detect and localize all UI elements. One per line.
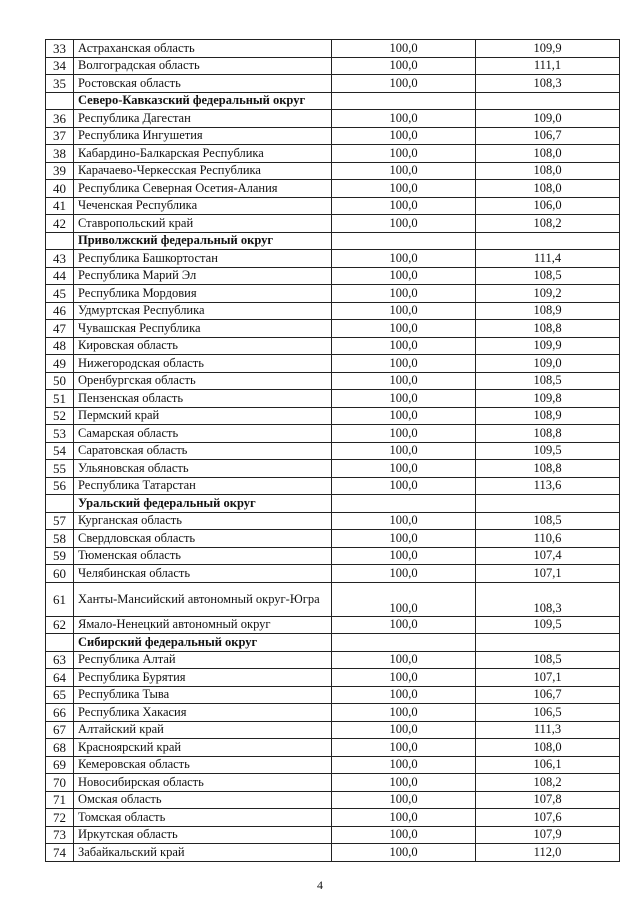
index-value: 109,0: [476, 355, 620, 373]
base-value: 100,0: [332, 565, 476, 583]
base-value: 100,0: [332, 267, 476, 285]
table-row: [46, 57, 620, 75]
region-name: Ханты-Мансийский автономный округ-Югра: [74, 582, 332, 616]
row-number: 38: [46, 145, 74, 163]
row-number: 56: [46, 477, 74, 495]
index-value: 106,7: [476, 686, 620, 704]
region-name: Чувашская Республика: [74, 320, 332, 338]
region-name: Кировская область: [74, 337, 332, 355]
base-value: 100,0: [332, 372, 476, 390]
index-value: 108,5: [476, 651, 620, 669]
base-value: 100,0: [332, 215, 476, 233]
table-row: [46, 442, 620, 460]
table-row: [46, 162, 620, 180]
table-row: [46, 565, 620, 583]
region-name: Оренбургская область: [74, 372, 332, 390]
region-name: Алтайский край: [74, 721, 332, 739]
section-title: Уральский федеральный округ: [74, 495, 332, 513]
index-value: 107,6: [476, 809, 620, 827]
table-row: [46, 250, 620, 268]
row-number: 53: [46, 425, 74, 443]
index-value: 108,0: [476, 739, 620, 757]
table-row: [46, 512, 620, 530]
region-name: Ульяновская область: [74, 460, 332, 478]
row-number: 48: [46, 337, 74, 355]
section-header-row: [46, 495, 620, 513]
page-number: 4: [317, 878, 323, 892]
index-value: 110,6: [476, 530, 620, 548]
row-number: 57: [46, 512, 74, 530]
table-row: [46, 110, 620, 128]
base-value: 100,0: [332, 407, 476, 425]
base-value: 100,0: [332, 302, 476, 320]
region-name: Нижегородская область: [74, 355, 332, 373]
region-name: Республика Марий Эл: [74, 267, 332, 285]
table-row: [46, 844, 620, 862]
row-number: 72: [46, 809, 74, 827]
base-value: 100,0: [332, 110, 476, 128]
base-value: 100,0: [332, 390, 476, 408]
index-value: 109,0: [476, 110, 620, 128]
index-value: 108,0: [476, 162, 620, 180]
region-name: Томская область: [74, 809, 332, 827]
table-row: [46, 180, 620, 198]
row-number: 65: [46, 686, 74, 704]
region-name: Астраханская область: [74, 40, 332, 58]
region-name: Омская область: [74, 791, 332, 809]
region-name: Волгоградская область: [74, 57, 332, 75]
index-value: 109,2: [476, 285, 620, 303]
index-value: 108,2: [476, 215, 620, 233]
base-value: 100,0: [332, 460, 476, 478]
row-number: 50: [46, 372, 74, 390]
table-row: [46, 739, 620, 757]
row-number: 44: [46, 267, 74, 285]
table-row: [46, 704, 620, 722]
region-name: Красноярский край: [74, 739, 332, 757]
region-name: Свердловская область: [74, 530, 332, 548]
base-value: 100,0: [332, 40, 476, 58]
row-number: 41: [46, 197, 74, 215]
region-name: Тюменская область: [74, 547, 332, 565]
base-value: 100,0: [332, 250, 476, 268]
base-value: 100,0: [332, 337, 476, 355]
row-number: 67: [46, 721, 74, 739]
row-number: 68: [46, 739, 74, 757]
row-number: 73: [46, 826, 74, 844]
region-name: Кабардино-Балкарская Республика: [74, 145, 332, 163]
row-number: 64: [46, 669, 74, 687]
index-value: 111,1: [476, 57, 620, 75]
region-name: Забайкальский край: [74, 844, 332, 862]
row-number: 36: [46, 110, 74, 128]
base-value: 100,0: [332, 844, 476, 862]
region-name: Республика Башкортостан: [74, 250, 332, 268]
table-row: [46, 407, 620, 425]
row-number: 45: [46, 285, 74, 303]
index-value: 108,9: [476, 407, 620, 425]
base-value: 100,0: [332, 651, 476, 669]
row-number: 59: [46, 547, 74, 565]
base-value: 100,0: [332, 477, 476, 495]
index-value: 107,1: [476, 565, 620, 583]
row-number: 66: [46, 704, 74, 722]
region-name: Челябинская область: [74, 565, 332, 583]
base-value: 100,0: [332, 669, 476, 687]
region-name: Ставропольский край: [74, 215, 332, 233]
base-value: 100,0: [332, 355, 476, 373]
table-row: [46, 267, 620, 285]
region-name: Ямало-Ненецкий автономный округ: [74, 616, 332, 634]
index-value: 107,8: [476, 791, 620, 809]
table-row: [46, 75, 620, 93]
index-value: 108,3: [476, 582, 620, 616]
index-value: 107,4: [476, 547, 620, 565]
row-number: 34: [46, 57, 74, 75]
row-number: 58: [46, 530, 74, 548]
region-name: Чеченская Республика: [74, 197, 332, 215]
index-value: 108,9: [476, 302, 620, 320]
index-value: 108,8: [476, 320, 620, 338]
regions-table: [45, 39, 620, 862]
row-number: 60: [46, 565, 74, 583]
table-row: [46, 320, 620, 338]
index-value: 111,3: [476, 721, 620, 739]
row-number: 35: [46, 75, 74, 93]
region-name: Карачаево-Черкесская Республика: [74, 162, 332, 180]
table-row: [46, 669, 620, 687]
table-row: [46, 355, 620, 373]
base-value: 100,0: [332, 616, 476, 634]
base-value: 100,0: [332, 425, 476, 443]
region-name: Республика Татарстан: [74, 477, 332, 495]
index-value: 108,5: [476, 512, 620, 530]
table-row: [46, 425, 620, 443]
row-number: 61: [46, 582, 74, 616]
table-row: [46, 616, 620, 634]
section-empty-cell: [476, 92, 620, 110]
table-row: [46, 390, 620, 408]
index-value: 108,0: [476, 180, 620, 198]
base-value: 100,0: [332, 530, 476, 548]
base-value: 100,0: [332, 774, 476, 792]
row-number: 69: [46, 756, 74, 774]
section-empty-cell: [476, 634, 620, 652]
base-value: 100,0: [332, 582, 476, 616]
base-value: 100,0: [332, 791, 476, 809]
section-header-row: [46, 634, 620, 652]
table-row: [46, 302, 620, 320]
row-number: 37: [46, 127, 74, 145]
index-value: 108,5: [476, 372, 620, 390]
table-row: [46, 774, 620, 792]
table-row: [46, 372, 620, 390]
region-name: Пермский край: [74, 407, 332, 425]
section-header-row: [46, 92, 620, 110]
base-value: 100,0: [332, 739, 476, 757]
index-value: 112,0: [476, 844, 620, 862]
table-row: [46, 721, 620, 739]
index-value: 111,4: [476, 250, 620, 268]
table-row: [46, 547, 620, 565]
base-value: 100,0: [332, 686, 476, 704]
table-row: [46, 145, 620, 163]
regions-table-body: [46, 40, 620, 862]
base-value: 100,0: [332, 756, 476, 774]
row-number: 74: [46, 844, 74, 862]
index-value: 108,2: [476, 774, 620, 792]
section-empty-cell: [332, 232, 476, 250]
section-title: Северо-Кавказский федеральный округ: [74, 92, 332, 110]
table-row: [46, 477, 620, 495]
row-number: 51: [46, 390, 74, 408]
region-name: Республика Северная Осетия-Алания: [74, 180, 332, 198]
table-row: [46, 127, 620, 145]
base-value: 100,0: [332, 547, 476, 565]
section-empty-cell: [476, 495, 620, 513]
table-row: [46, 197, 620, 215]
region-name: Республика Дагестан: [74, 110, 332, 128]
row-number: 39: [46, 162, 74, 180]
base-value: 100,0: [332, 512, 476, 530]
table-row: [46, 215, 620, 233]
section-empty-cell: [332, 92, 476, 110]
section-empty-cell: [476, 232, 620, 250]
region-name: Саратовская область: [74, 442, 332, 460]
base-value: 100,0: [332, 145, 476, 163]
section-empty-cell: [332, 495, 476, 513]
region-name: Иркутская область: [74, 826, 332, 844]
index-value: 109,5: [476, 442, 620, 460]
region-name: Кемеровская область: [74, 756, 332, 774]
row-number: 52: [46, 407, 74, 425]
base-value: 100,0: [332, 704, 476, 722]
table-row: [46, 530, 620, 548]
index-value: 107,9: [476, 826, 620, 844]
table-row: [46, 756, 620, 774]
row-number: 40: [46, 180, 74, 198]
region-name: Курганская область: [74, 512, 332, 530]
region-name: Новосибирская область: [74, 774, 332, 792]
base-value: 100,0: [332, 442, 476, 460]
index-value: 109,9: [476, 40, 620, 58]
index-value: 113,6: [476, 477, 620, 495]
index-value: 106,0: [476, 197, 620, 215]
table-row: [46, 337, 620, 355]
index-value: 109,8: [476, 390, 620, 408]
table-row: [46, 686, 620, 704]
index-value: 106,1: [476, 756, 620, 774]
index-value: 108,5: [476, 267, 620, 285]
section-title: Приволжский федеральный округ: [74, 232, 332, 250]
row-number: 63: [46, 651, 74, 669]
base-value: 100,0: [332, 809, 476, 827]
section-number-cell: [46, 495, 74, 513]
row-number: 54: [46, 442, 74, 460]
index-value: 108,0: [476, 145, 620, 163]
row-number: 49: [46, 355, 74, 373]
base-value: 100,0: [332, 285, 476, 303]
row-number: 33: [46, 40, 74, 58]
index-value: 106,5: [476, 704, 620, 722]
row-number: 71: [46, 791, 74, 809]
region-name: Удмуртская Республика: [74, 302, 332, 320]
region-name: Республика Хакасия: [74, 704, 332, 722]
index-value: 108,3: [476, 75, 620, 93]
region-name: Республика Бурятия: [74, 669, 332, 687]
index-value: 109,5: [476, 616, 620, 634]
table-row: [46, 651, 620, 669]
region-name: Пензенская область: [74, 390, 332, 408]
section-number-cell: [46, 92, 74, 110]
base-value: 100,0: [332, 180, 476, 198]
region-name: Ростовская область: [74, 75, 332, 93]
section-number-cell: [46, 634, 74, 652]
base-value: 100,0: [332, 197, 476, 215]
section-title: Сибирский федеральный округ: [74, 634, 332, 652]
row-number: 62: [46, 616, 74, 634]
base-value: 100,0: [332, 57, 476, 75]
table-row: [46, 826, 620, 844]
region-name: Республика Тыва: [74, 686, 332, 704]
index-value: 108,8: [476, 425, 620, 443]
index-value: 106,7: [476, 127, 620, 145]
table-row: [46, 460, 620, 478]
section-empty-cell: [332, 634, 476, 652]
table-row: [46, 40, 620, 58]
table-row: [46, 285, 620, 303]
table-row: [46, 582, 620, 616]
region-name: Республика Ингушетия: [74, 127, 332, 145]
index-value: 107,1: [476, 669, 620, 687]
base-value: 100,0: [332, 721, 476, 739]
table-row: [46, 791, 620, 809]
base-value: 100,0: [332, 127, 476, 145]
section-header-row: [46, 232, 620, 250]
row-number: 47: [46, 320, 74, 338]
region-name: Республика Алтай: [74, 651, 332, 669]
base-value: 100,0: [332, 162, 476, 180]
row-number: 42: [46, 215, 74, 233]
region-name: Республика Мордовия: [74, 285, 332, 303]
base-value: 100,0: [332, 826, 476, 844]
row-number: 55: [46, 460, 74, 478]
row-number: 43: [46, 250, 74, 268]
table-row: [46, 809, 620, 827]
index-value: 109,9: [476, 337, 620, 355]
base-value: 100,0: [332, 320, 476, 338]
index-value: 108,8: [476, 460, 620, 478]
row-number: 70: [46, 774, 74, 792]
row-number: 46: [46, 302, 74, 320]
region-name: Самарская область: [74, 425, 332, 443]
section-number-cell: [46, 232, 74, 250]
base-value: 100,0: [332, 75, 476, 93]
